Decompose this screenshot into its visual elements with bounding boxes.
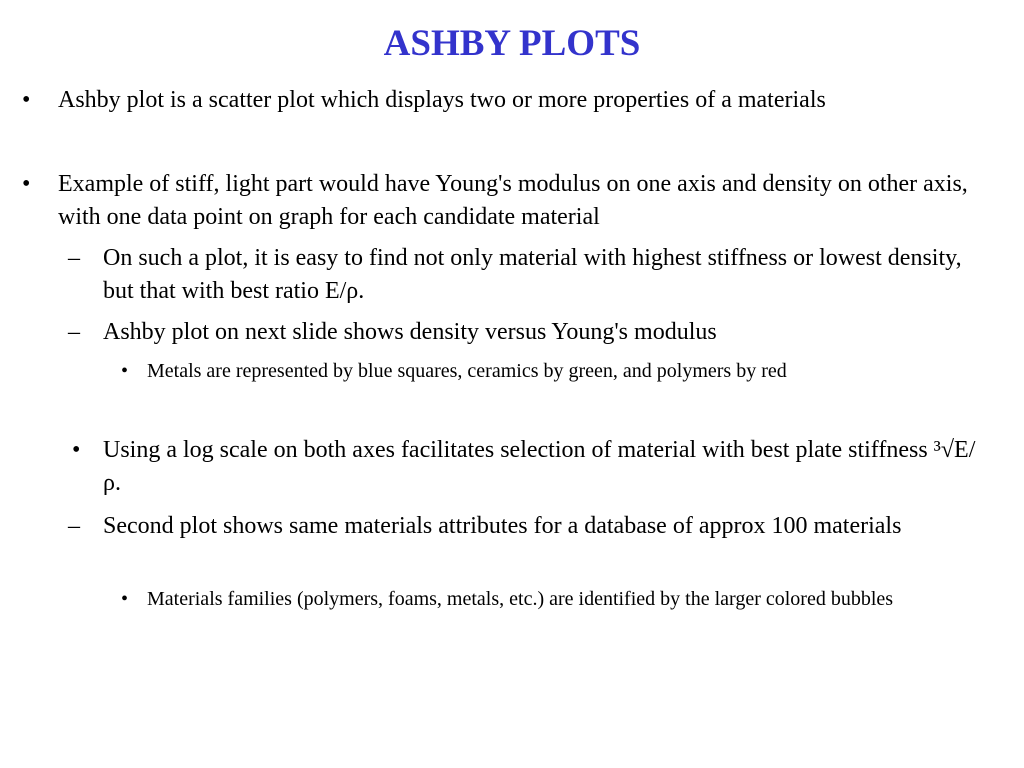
bullet-marker: • bbox=[72, 437, 81, 463]
slide-title: ASHBY PLOTS bbox=[383, 23, 641, 64]
dash-marker: – bbox=[68, 319, 80, 345]
bullet-marker: • bbox=[121, 360, 129, 382]
bullet-text: Ashby plot is a scatter plot which displays two or more properties of a materials bbox=[58, 87, 826, 113]
bullet-marker: • bbox=[121, 588, 129, 610]
sub-sub-bullet-text: Metals are represented by blue squares, ceramics by green, and polymers by red bbox=[147, 360, 787, 382]
dash-marker: – bbox=[68, 513, 80, 539]
bullet-marker: • bbox=[22, 87, 31, 113]
bullet-marker: • bbox=[22, 171, 31, 197]
sub-sub-bullet-text: Materials families (polymers, foams, metals, etc.) are identified by the larger colored bubbles bbox=[147, 588, 894, 610]
sub-bullet-text: Second plot shows same materials attributes for a database of approx 100 materials bbox=[103, 513, 902, 539]
sub-bullet-text: Using a log scale on both axes facilitates selection of material with best plate stiffness ³√E/ρ. bbox=[103, 437, 976, 496]
bullet-text: Example of stiff, light part would have Young's modulus on one axis and density on other axis, with one data point on graph for each candidate material bbox=[58, 171, 968, 230]
dash-marker: – bbox=[68, 245, 80, 271]
sub-bullet-text: On such a plot, it is easy to find not only material with highest stiffness or lowest density, but that with best ratio E/ρ. bbox=[103, 245, 962, 304]
sub-bullet-text: Ashby plot on next slide shows density versus Young's modulus bbox=[103, 319, 717, 345]
